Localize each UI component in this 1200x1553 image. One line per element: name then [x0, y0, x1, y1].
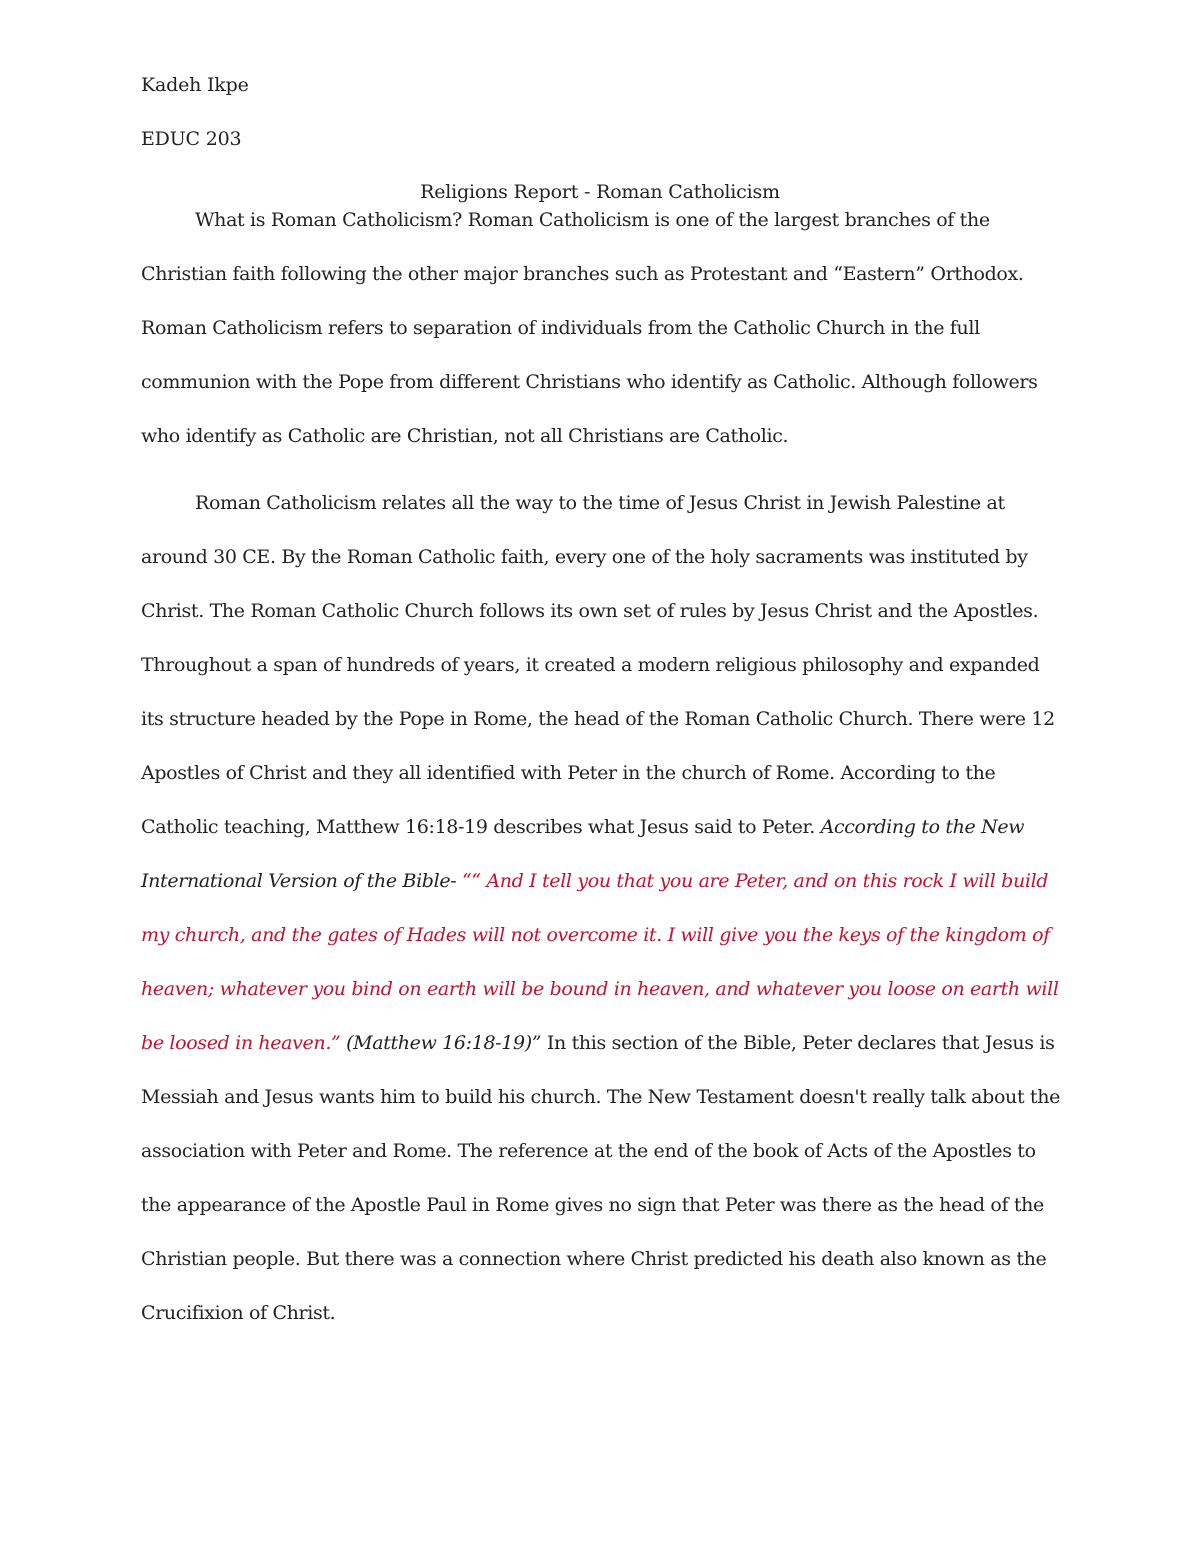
- bible-version-intro: According to the New International Version of the Bible-: [141, 816, 1025, 892]
- paragraph-history-lead: Roman Catholicism relates all the way to the time of Jesus Christ in Jewish Palestine at around 30 CE. By the Roman Catholic faith, every one of the holy sacraments was instituted by Christ. The Roman Catholic Church follows its own set of rules by Jesus Christ and the Apostles. Throughout a span of hundreds of years, it created a modern religious philosophy and expanded its structure headed by the Pope in Rome, the head of the Roman Catholic Church. There were 12 Apostles of Christ and they all identified with Peter in the church of Rome. According to the Catholic teaching, Matthew 16:18-19 describes what Jesus said to Peter.: [141, 492, 1055, 838]
- bible-quote: And I tell you that you are Peter, and on this rock I will build my church, and the gates of Hades will not overcome it. I will give you the keys of the kingdom of heaven; whatever you bind on earth will be bound in heaven, and whatever you loose on earth will be loosed in heaven.”: [141, 870, 1059, 1054]
- bible-citation: (Matthew 16:18-19)”: [340, 1032, 542, 1054]
- paragraph-history-tail: In this section of the Bible, Peter declares that Jesus is Messiah and Jesus wants him to build his church. The New Testament doesn't really talk about the association with Peter and Rome. The reference at the end of the book of Acts of the Apostles to the appearance of the Apostle Paul in Rome gives no sign that Peter was there as the head of the Christian people. But there was a connection where Christ predicted his death also known as the Crucifixion of Christ.: [141, 1032, 1060, 1324]
- quote-open-mark: ““: [462, 870, 487, 892]
- report-title: Religions Report - Roman Catholicism: [420, 181, 780, 203]
- paragraph-intro: What is Roman Catholicism? Roman Catholicism is one of the largest branches of the Christian faith following the other major branches such as Protestant and “Eastern” Orthodox. Roman Catholicism refers to separation of individuals from the Catholic Church in the full communion with the Pope from different Christians who identify as Catholic. Although followers who identify as Catholic are Christian, not all Christians are Catholic.: [141, 209, 1038, 447]
- course-code: EDUC 203: [141, 128, 242, 150]
- paragraph-history: [141, 476, 1061, 1340]
- author-name: Kadeh Ikpe: [141, 74, 249, 96]
